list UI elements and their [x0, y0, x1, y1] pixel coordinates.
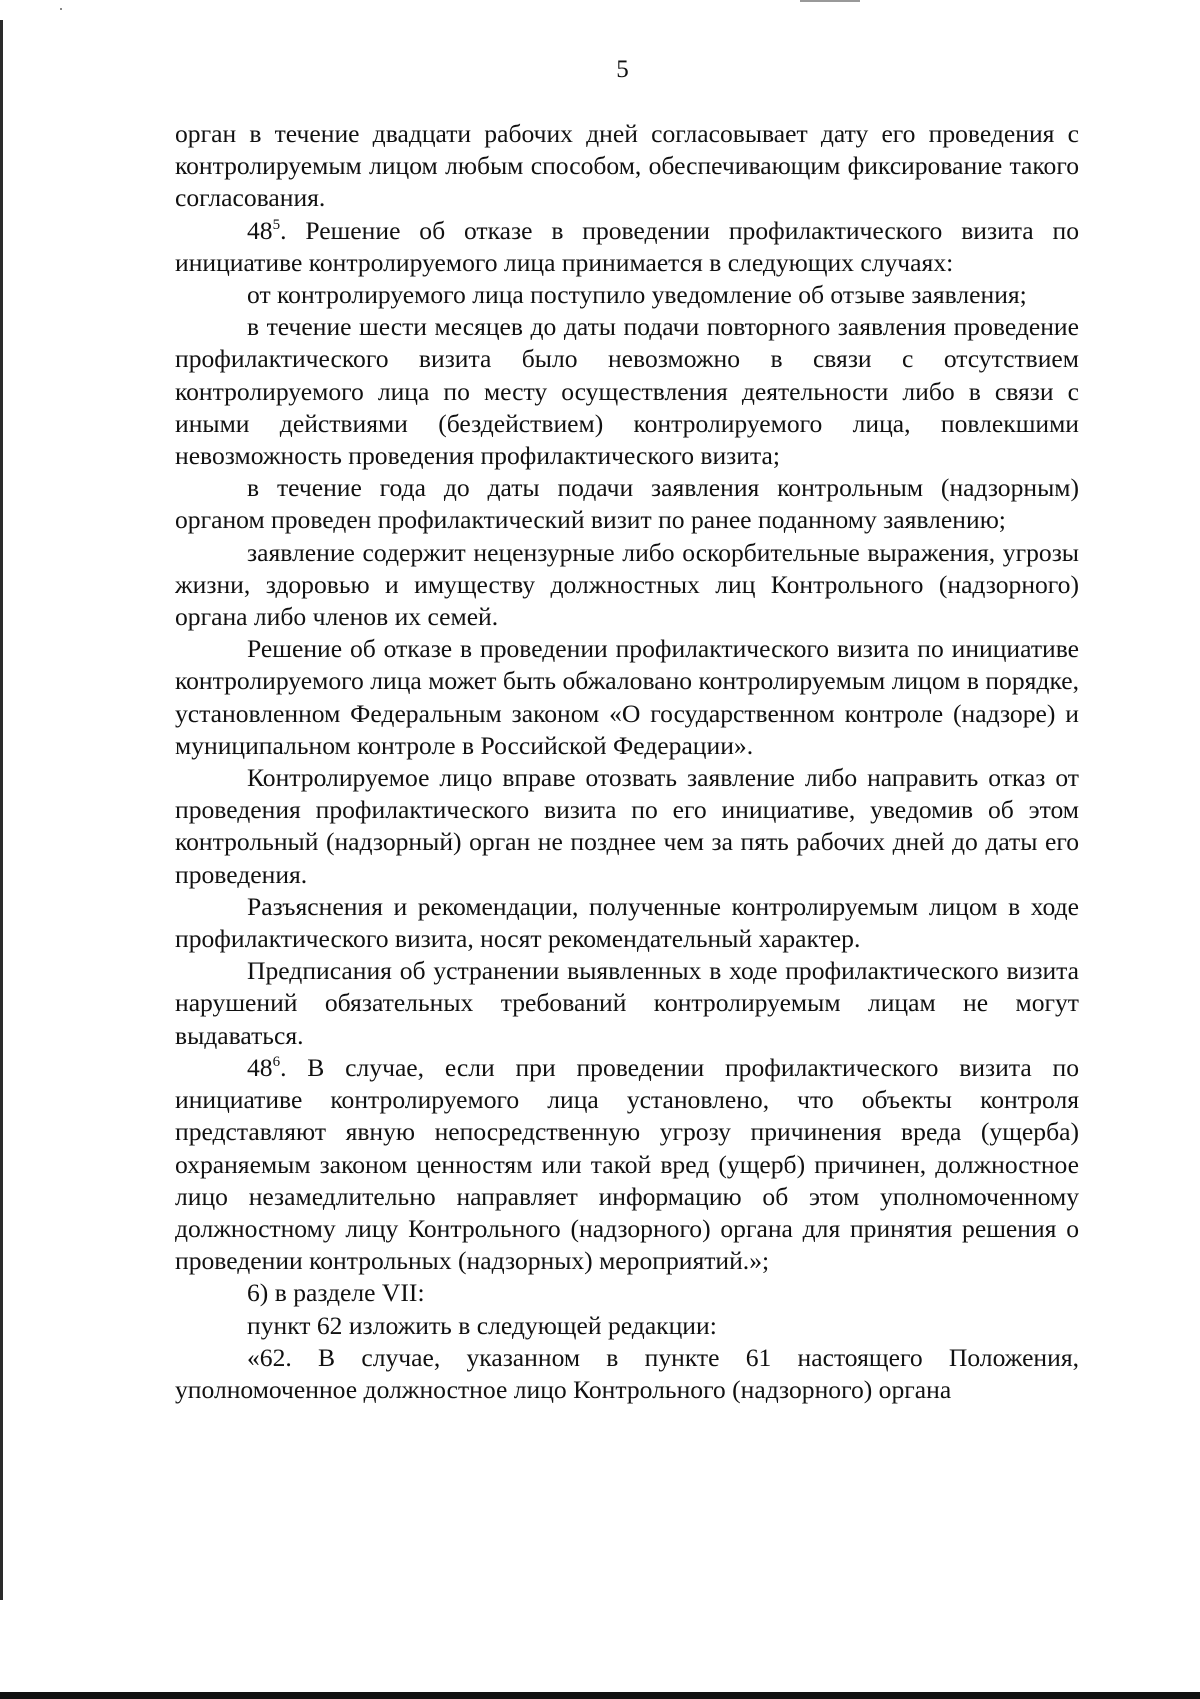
scan-artifact-top: [800, 0, 860, 2]
paragraph-12: 6) в разделе VII:: [247, 1278, 425, 1308]
scan-artifact: [60, 8, 62, 10]
paragraph-10: Предписания об устранении выявленных в ходе профилактического визита нарушений обязательных требований контролируемым лицам не могут выдаваться.: [175, 956, 1079, 1050]
paragraph-2: [175, 215, 1079, 279]
paragraph-3: от контролируемого лица поступило уведомление об отзыве заявления;: [247, 280, 1027, 310]
clause-number: 48: [247, 1052, 273, 1082]
paragraph-14: «62. В случае, указанном в пункте 61 настоящего Положения, уполномоченное должностное лицо Контрольного (надзорного) органа: [175, 1342, 1079, 1404]
paragraph-4: в течение шести месяцев до даты подачи повторного заявления проведение профилактического визита было невозможно в связи с отсутствием контролируемого лица по месту осуществления деятельности либо в связи с иными действиями (бездействием) контролируемого лица, повлекшими невозможность проведения профилактического визита;: [175, 312, 1079, 471]
scan-edge-bottom: [0, 1692, 1200, 1699]
clause-superscript: 6: [272, 1053, 281, 1070]
paragraph-5: в течение года до даты подачи заявления контрольным (надзорным) органом проведен профилактический визит по ранее поданному заявлению;: [175, 473, 1079, 535]
paragraph-9: Разъяснения и рекомендации, полученные контролируемым лицом в ходе профилактического визита, носят рекомендательный характер.: [175, 891, 1079, 954]
paragraph-7: Решение об отказе в проведении профилактического визита по инициативе контролируемого лица может быть обжаловано контролируемым лицом в порядке, установленном Федеральным законом «О государственном контроле (надзоре) и муниципальном контроле в Российской Федерации».: [175, 634, 1079, 760]
paragraph-8: Контролируемое лицо вправе отозвать заявление либо направить отказ от проведения профилактического визита по его инициативе, уведомив об этом контрольный (надзорный) орган не позднее чем за пять рабочих дней до даты его проведения.: [175, 763, 1079, 889]
paragraph-6: заявление содержит нецензурные либо оскорбительные выражения, угрозы жизни, здоровью и имуществу должностных лиц Контрольного (надзорного) органа либо членов их семей.: [175, 537, 1079, 632]
clause-superscript: 5: [272, 216, 281, 233]
paragraph-text: . В случае, если при проведении профилактического визита по инициативе контролируемого лица установлено, что объекты контроля представляют явную непосредственную угрозу причинения вреда (ущерба) охраняемым законом ценностям или такой вред (ущерб) причинен, должностное лицо незамедлительно направляет информацию об этом уполномоченному должностному лицу Контрольного (надзорного) органа для принятия решения о проведении контрольных (надзорных) мероприятий.»;: [175, 1052, 1079, 1276]
scan-edge-left: [0, 20, 3, 1600]
page-number: 5: [616, 56, 629, 83]
clause-number: 48: [247, 215, 273, 245]
paragraph-1: орган в течение двадцати рабочих дней согласовывает дату его проведения с контролируемым лицом любым способом, обеспечивающим фиксирование такого согласования.: [175, 119, 1079, 213]
paragraph-text: . Решение об отказе в проведении профилактического визита по инициативе контролируемого лица принимается в следующих случаях:: [175, 215, 1079, 277]
document-body: [175, 118, 1079, 1406]
paragraph-13: пункт 62 изложить в следующей редакции:: [247, 1310, 717, 1340]
paragraph-11: [175, 1052, 1079, 1277]
